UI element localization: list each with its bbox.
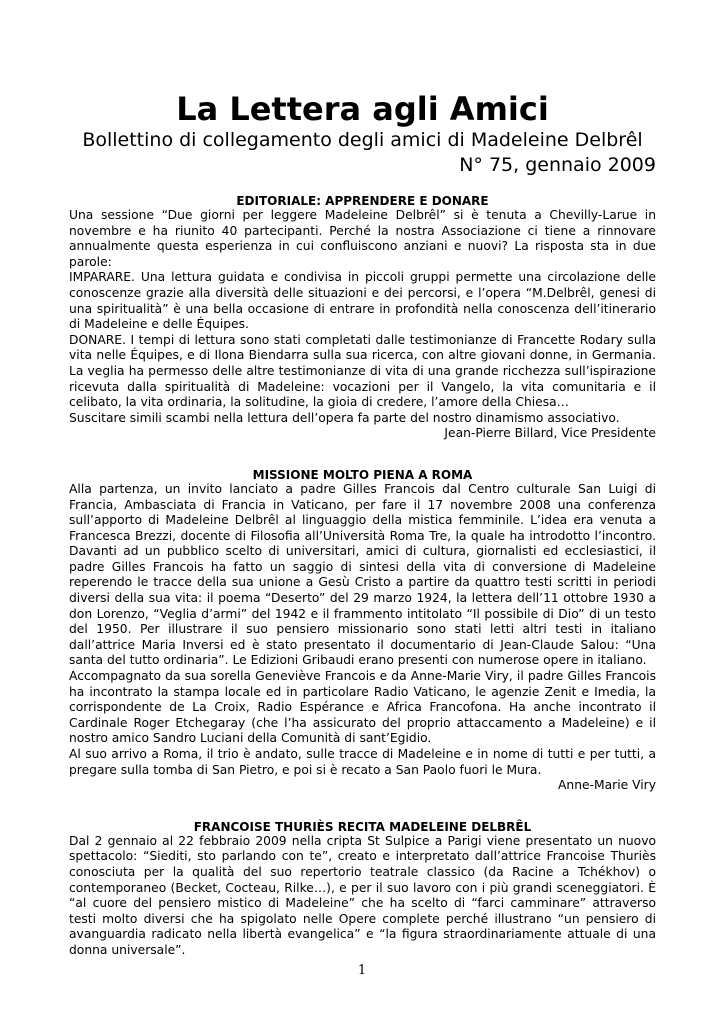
newsletter-subtitle: Bollettino di collegamento degli amici di Madeleine Delbrêl bbox=[82, 129, 643, 151]
issue-number: N° 75, gennaio 2009 bbox=[459, 154, 656, 176]
article-signature: Jean-Pierre Billard, Vice Presidente bbox=[444, 426, 656, 441]
article-heading: EDITORIALE: APPRENDERE E DONARE bbox=[236, 194, 489, 208]
paragraph: Dal 2 gennaio al 22 febbraio 2009 nella cripta St Sulpice a Parigi viene presentato un nuovo spettacolo: “Siediti, sto parlando con te”, creato e interpretato dall’attrice Francoise Thuriès conosciuta per la qualità del suo repertorio teatrale classico (da Racine a Tchékhov) o contemporaneo (Becket, Cocteau, Rilke…), e per il suo lavoro con i più grandi sceneggiatori. È “al cuore del pensiero mistico di Madeleine” che ha scelto di “farci camminare” attraverso testi molto diversi che ha spigolato nelle Opere complete perché illustrano “un pensiero di avanguardia radicato nella libertà evangelica” e “la figura straordinariamente attuale di una donna universale”. bbox=[69, 833, 656, 957]
paragraph: Accompagnato da sua sorella Geneviève Francois e da Anne-Marie Viry, il padre Gilles Francois ha incontrato la stampa locale ed in particolare Radio Vaticano, le agenzie Zenit e Imedia, la corrispondente de La Croix, Radio Espérance e Africa Francofona. Ha anche incontrato il Cardinale Roger Etchegaray (che l’ha assicurato del proprio attaccamento a Madeleine) e il nostro amico Sandro Luciani della Comunità di sant’Egidio. bbox=[69, 669, 656, 746]
paragraph: IMPARARE. Una lettura guidata e condivisa in piccoli gruppi permette una circolazione delle conoscenze grazie alla diversità delle situazioni e dei percorsi, e l’opera “M.Delbrêl, genesi di una spiritualità” è una bella occasione di entrare in profondità nella conoscenza dell’itinerario di Madeleine e delle Équipes. bbox=[69, 270, 656, 332]
document-page bbox=[69, 90, 656, 959]
article-heading: FRANCOISE THURIÈS RECITA MADELEINE DELBRÊL bbox=[193, 819, 532, 834]
article-signature: Anne-Marie Viry bbox=[558, 778, 656, 793]
article-editoriale bbox=[69, 194, 656, 442]
paragraph: Alla partenza, un invito lanciato a padre Gilles Francois dal Centro culturale San Luigi di Francia, Ambasciata di Francia in Vaticano, per fare il 17 novembre 2008 una conferenza sull’apporto di Madeleine Delbrêl al linguaggio della mistica femminile. L’idea era venuta a Francesca Brezzi, docente di Filosofia all’Università Roma Tre, la quale ha introdotto l’incontro. Davanti ad un pubblico scelto di universitari, amici di cultura, giornalisti ed ecclesiastici, il padre Gilles Francois ha fatto un saggio di sintesi della vita di conversione di Madeleine reperendo le tracce della sua unione a Gesù Cristo a partire da quattro testi scritti in periodi diversi della sua vita: il poema “Deserto” del 29 marzo 1924, la lettera dell’11 ottobre 1930 a don Lorenzo, “Veglia d’armi” del 1942 e il frammento intitolato “Il possibile di Dio” di un testo del 1950. Per illustrare il suo pensiero missionario sono stati letti altri testi in italiano dall’attrice Maria Inversi ed è stato presentato il documentario di Jean-Claude Salou: “Una santa del tutto ordinaria”. Le Edizioni Gribaudi erano presenti con numerose opere in italiano. bbox=[69, 481, 656, 668]
article-heading: MISSIONE MOLTO PIENA A ROMA bbox=[252, 467, 473, 482]
page-number: 1 bbox=[357, 963, 367, 978]
paragraph: Una sessione “Due giorni per leggere Madeleine Delbrêl” si è tenuta a Chevilly-Larue in novembre e ha riunito 40 partecipanti. Perché la nostra Associazione ci tiene a rinnovare annualmente questa esperienza in cui confluiscono anziani e nuovi? La risposta sta in due parole: bbox=[69, 208, 656, 269]
article-thuries bbox=[69, 820, 656, 959]
newsletter-title: La Lettera agli Amici bbox=[176, 90, 549, 128]
paragraph: DONARE. I tempi di lettura sono stati completati dalle testimonianze di Francette Rodary sulla vita nelle Équipes, e di Ilona Biendarra sulla sua ricerca, con altre giovani donne, in Germania. La veglia ha permesso delle altre testimonianze di vita di una grande ricchezza sull’ispirazione ricevuta dalla spiritualità di Madeleine: vocazioni per il Vangelo, la vita comunitaria e il celibato, la vita ordinaria, la solitudine, la gioia di credere, l’amore della Chiesa… bbox=[69, 332, 656, 410]
paragraph: Al suo arrivo a Roma, il trio è andato, sulle tracce di Madeleine e in nome di tutti e per tutti, a pregare sulla tomba di San Pietro, e poi si è recato a San Paolo fuori le Mura. bbox=[69, 747, 656, 777]
paragraph: Suscitare simili scambi nella lettura dell’opera fa parte del nostro dinamismo associativo. bbox=[69, 410, 620, 425]
article-missione-roma bbox=[69, 468, 656, 794]
